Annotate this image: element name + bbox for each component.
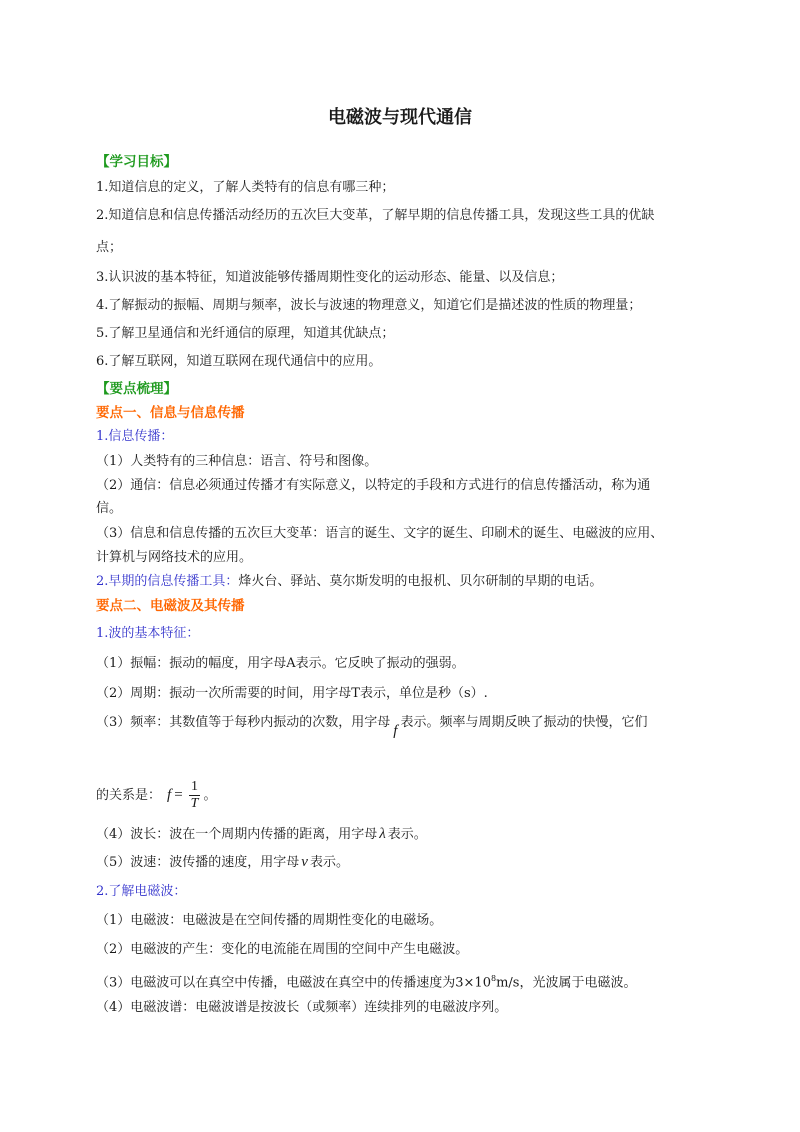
formula-fraction xyxy=(189,779,201,812)
wave-speed-item xyxy=(96,852,349,873)
point1-item: 信。 xyxy=(96,501,123,516)
point1-item: （2）通信：信息必须通过传播才有实际意义，以特定的手段和方式进行的信息传播活动，称为通 xyxy=(96,478,651,493)
wavelength-text: 表示。 xyxy=(387,827,427,842)
point1-item: （3）信息和信息传播的五次巨大变革：语言的诞生、文字的诞生、印刷术的诞生、电磁波的应用、 xyxy=(96,526,664,541)
relation-text: 的关系是： xyxy=(96,788,162,803)
point1-sub2 xyxy=(96,572,602,592)
wave-speed-text: （5）波速：波传播的速度，用字母 xyxy=(96,855,300,870)
point2-sub1: 1.波的基本特征： xyxy=(96,626,200,641)
point2-sub2: 2.了解电磁波： xyxy=(96,884,187,899)
fraction-numerator: 1 xyxy=(191,779,199,794)
goal-item: 点； xyxy=(96,240,123,255)
em-item: （2）电磁波的产生：变化的电流能在周围的空间中产生电磁波。 xyxy=(96,942,469,957)
frequency-symbol: f xyxy=(393,723,398,739)
wave-speed-symbol: v xyxy=(301,854,308,870)
summary-heading: 【要点梳理】 xyxy=(96,381,177,397)
wavelength-item xyxy=(96,824,427,845)
em-speed-exponent: 8 xyxy=(490,974,497,983)
goals-heading: 【学习目标】 xyxy=(96,154,177,170)
wavelength-text: （4）波长：波在一个周期内传播的距离，用字母 xyxy=(96,827,378,842)
em-item xyxy=(96,969,636,993)
em-speed-text: m/s，光波属于电磁波。 xyxy=(496,975,637,991)
point1-sub2-label: 2.早期的信息传播工具： xyxy=(96,574,239,589)
amplitude-item: （1）振幅：振动的幅度，用字母A表示。它反映了振动的强弱。 xyxy=(96,656,465,671)
wavelength-symbol: λ xyxy=(379,826,386,842)
relation-item xyxy=(96,776,216,815)
period-item: （2）周期：振动一次所需要的时间，用字母T表示，单位是秒（s）. xyxy=(96,686,488,701)
goal-item: 2.知道信息和信息传播活动经历的五次巨大变革，了解早期的信息传播工具，发现这些工具的优缺 xyxy=(96,208,655,223)
frequency-text: （3）频率：其数值等于每秒内振动的次数，用字母 xyxy=(96,715,391,730)
formula-f: f xyxy=(167,787,172,803)
goal-item: 5.了解卫星通信和光纤通信的原理，知道其优缺点； xyxy=(96,326,395,341)
point1-heading: 要点一、信息与信息传播 xyxy=(96,405,245,421)
goal-item: 1.知道信息的定义，了解人类特有的信息有哪三种； xyxy=(96,180,395,195)
frequency-item xyxy=(96,712,648,739)
em-speed-text: （3）电磁波可以在真空中传播，电磁波在真空中的传播速度为3×10 xyxy=(96,975,491,991)
goal-item: 6.了解互联网，知道互联网在现代通信中的应用。 xyxy=(96,354,382,369)
point1-sub2-text: 烽火台、驿站、莫尔斯发明的电报机、贝尔研制的早期的电话。 xyxy=(238,574,603,589)
relation-end: 。 xyxy=(203,788,217,803)
point1-sub1: 1.信息传播： xyxy=(96,429,174,444)
page-title: 电磁波与现代通信 xyxy=(328,107,472,128)
point2-heading: 要点二、电磁波及其传播 xyxy=(96,598,245,614)
fraction-denominator: T xyxy=(190,796,199,811)
frequency-text: 表示。频率与周期反映了振动的快慢，它们 xyxy=(400,715,648,730)
em-item: （1）电磁波：电磁波是在空间传播的周期性变化的电磁场。 xyxy=(96,913,443,928)
wave-speed-text: 表示。 xyxy=(309,855,349,870)
em-item: （4）电磁波谱：电磁波谱是按波长（或频率）连续排列的电磁波序列。 xyxy=(96,1000,508,1015)
goal-item: 3.认识波的基本特征，知道波能够传播周期性变化的运动形态、能量、以及信息； xyxy=(96,270,564,285)
goal-item: 4.了解振动的振幅、周期与频率，波长与波速的物理意义，知道它们是描述波的性质的物理量； xyxy=(96,298,642,313)
formula-equals: = xyxy=(174,787,183,803)
point1-item: 计算机与网络技术的应用。 xyxy=(96,550,253,565)
point1-item: （1）人类特有的三种信息：语言、符号和图像。 xyxy=(96,454,378,469)
